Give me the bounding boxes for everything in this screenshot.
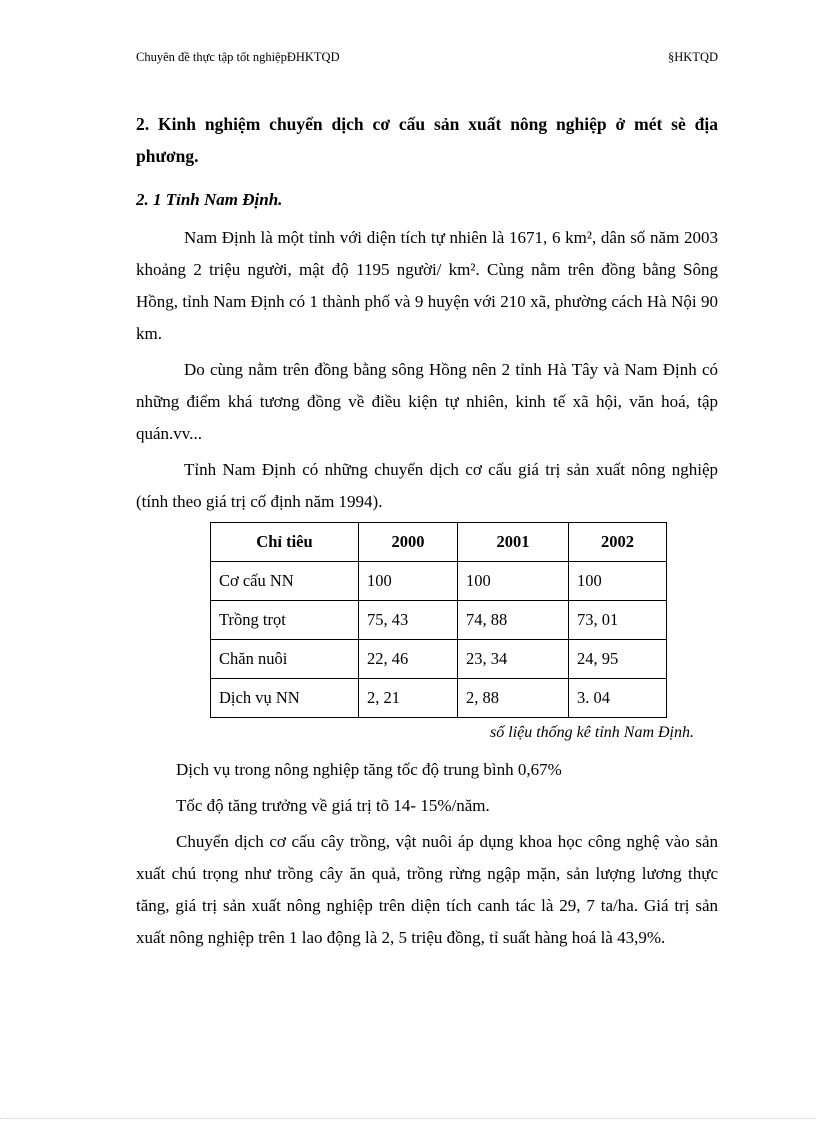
paragraph-4: Dịch vụ trong nông nghiệp tăng tốc độ trung bình 0,67% (176, 760, 562, 779)
paragraph-2: Do cùng nằm trên đồng bằng sông Hồng nên 2 tỉnh Hà Tây và Nam Định có những điểm khá tương đồng về điều kiện tự nhiên, kinh tế xã hội, văn hoá, tập quán.vv... (136, 360, 718, 443)
table-header-cell: Chỉ tiêu (211, 523, 359, 562)
table-cell: 75, 43 (359, 601, 458, 640)
table-row (211, 601, 667, 640)
table-cell: Chăn nuôi (211, 640, 359, 679)
paragraph-6: Chuyển dịch cơ cấu cây trồng, vật nuôi áp dụng khoa học công nghệ vào sản xuất chú trọng như trồng cây ăn quả, trồng rừng ngập mặn, sản lượng lương thực tăng, giá trị sản xuất nông nghiệp trên diện tích canh tác là 29, 7 ta/ha. Giá trị sản xuất nông nghiệp trên 1 lao động là 2, 5 triệu đồng, tỉ suất hàng hoá là 43,9%. (136, 832, 718, 947)
document-body (136, 108, 718, 958)
table-header-cell: 2001 (458, 523, 569, 562)
table-cell: Dịch vụ NN (211, 679, 359, 718)
table-cell: 3. 04 (569, 679, 667, 718)
table-header-row (211, 523, 667, 562)
section-title: 2. Kinh nghiệm chuyển dịch cơ cấu sản xuất nông nghiệp ở mét sè địa phương. (136, 114, 718, 166)
table-cell: Cơ cấu NN (211, 562, 359, 601)
table-header-cell: 2000 (359, 523, 458, 562)
page-header (136, 50, 718, 66)
table-caption: số liệu thống kê tỉnh Nam Định. (490, 724, 694, 741)
table-cell: 2, 21 (359, 679, 458, 718)
table-cell: 100 (359, 562, 458, 601)
paragraph-3: Tỉnh Nam Định có những chuyển dịch cơ cấu giá trị sản xuất nông nghiệp (tính theo giá trị cố định năm 1994). (136, 460, 718, 511)
header-right-text: §HKTQD (668, 50, 718, 64)
table-header-cell: 2002 (569, 523, 667, 562)
page-bottom-divider (0, 1118, 816, 1119)
table-row (211, 562, 667, 601)
paragraph-5: Tốc độ tăng trưởng về giá trị tõ 14- 15%/năm. (176, 796, 490, 815)
table-cell: Trồng trọt (211, 601, 359, 640)
table-cell: 100 (569, 562, 667, 601)
table-cell: 74, 88 (458, 601, 569, 640)
table-cell: 24, 95 (569, 640, 667, 679)
table-cell: 23, 34 (458, 640, 569, 679)
header-left-text: Chuyên đề thực tập tốt nghiệpĐHKTQD (136, 50, 340, 64)
table-cell: 2, 88 (458, 679, 569, 718)
subsection-title: 2. 1 Tỉnh Nam Định. (136, 190, 283, 209)
data-table (210, 522, 667, 718)
table-row (211, 640, 667, 679)
paragraph-1: Nam Định là một tỉnh với diện tích tự nhiên là 1671, 6 km², dân số năm 2003 khoảng 2 triệu người, mật độ 1195 người/ km². Cùng nằm trên đồng bằng Sông Hồng, tỉnh Nam Định có 1 thành phố và 9 huyện với 210 xã, phường cách Hà Nội 90 km. (136, 228, 718, 343)
table-cell: 73, 01 (569, 601, 667, 640)
table-cell: 100 (458, 562, 569, 601)
table-row (211, 679, 667, 718)
table-cell: 22, 46 (359, 640, 458, 679)
